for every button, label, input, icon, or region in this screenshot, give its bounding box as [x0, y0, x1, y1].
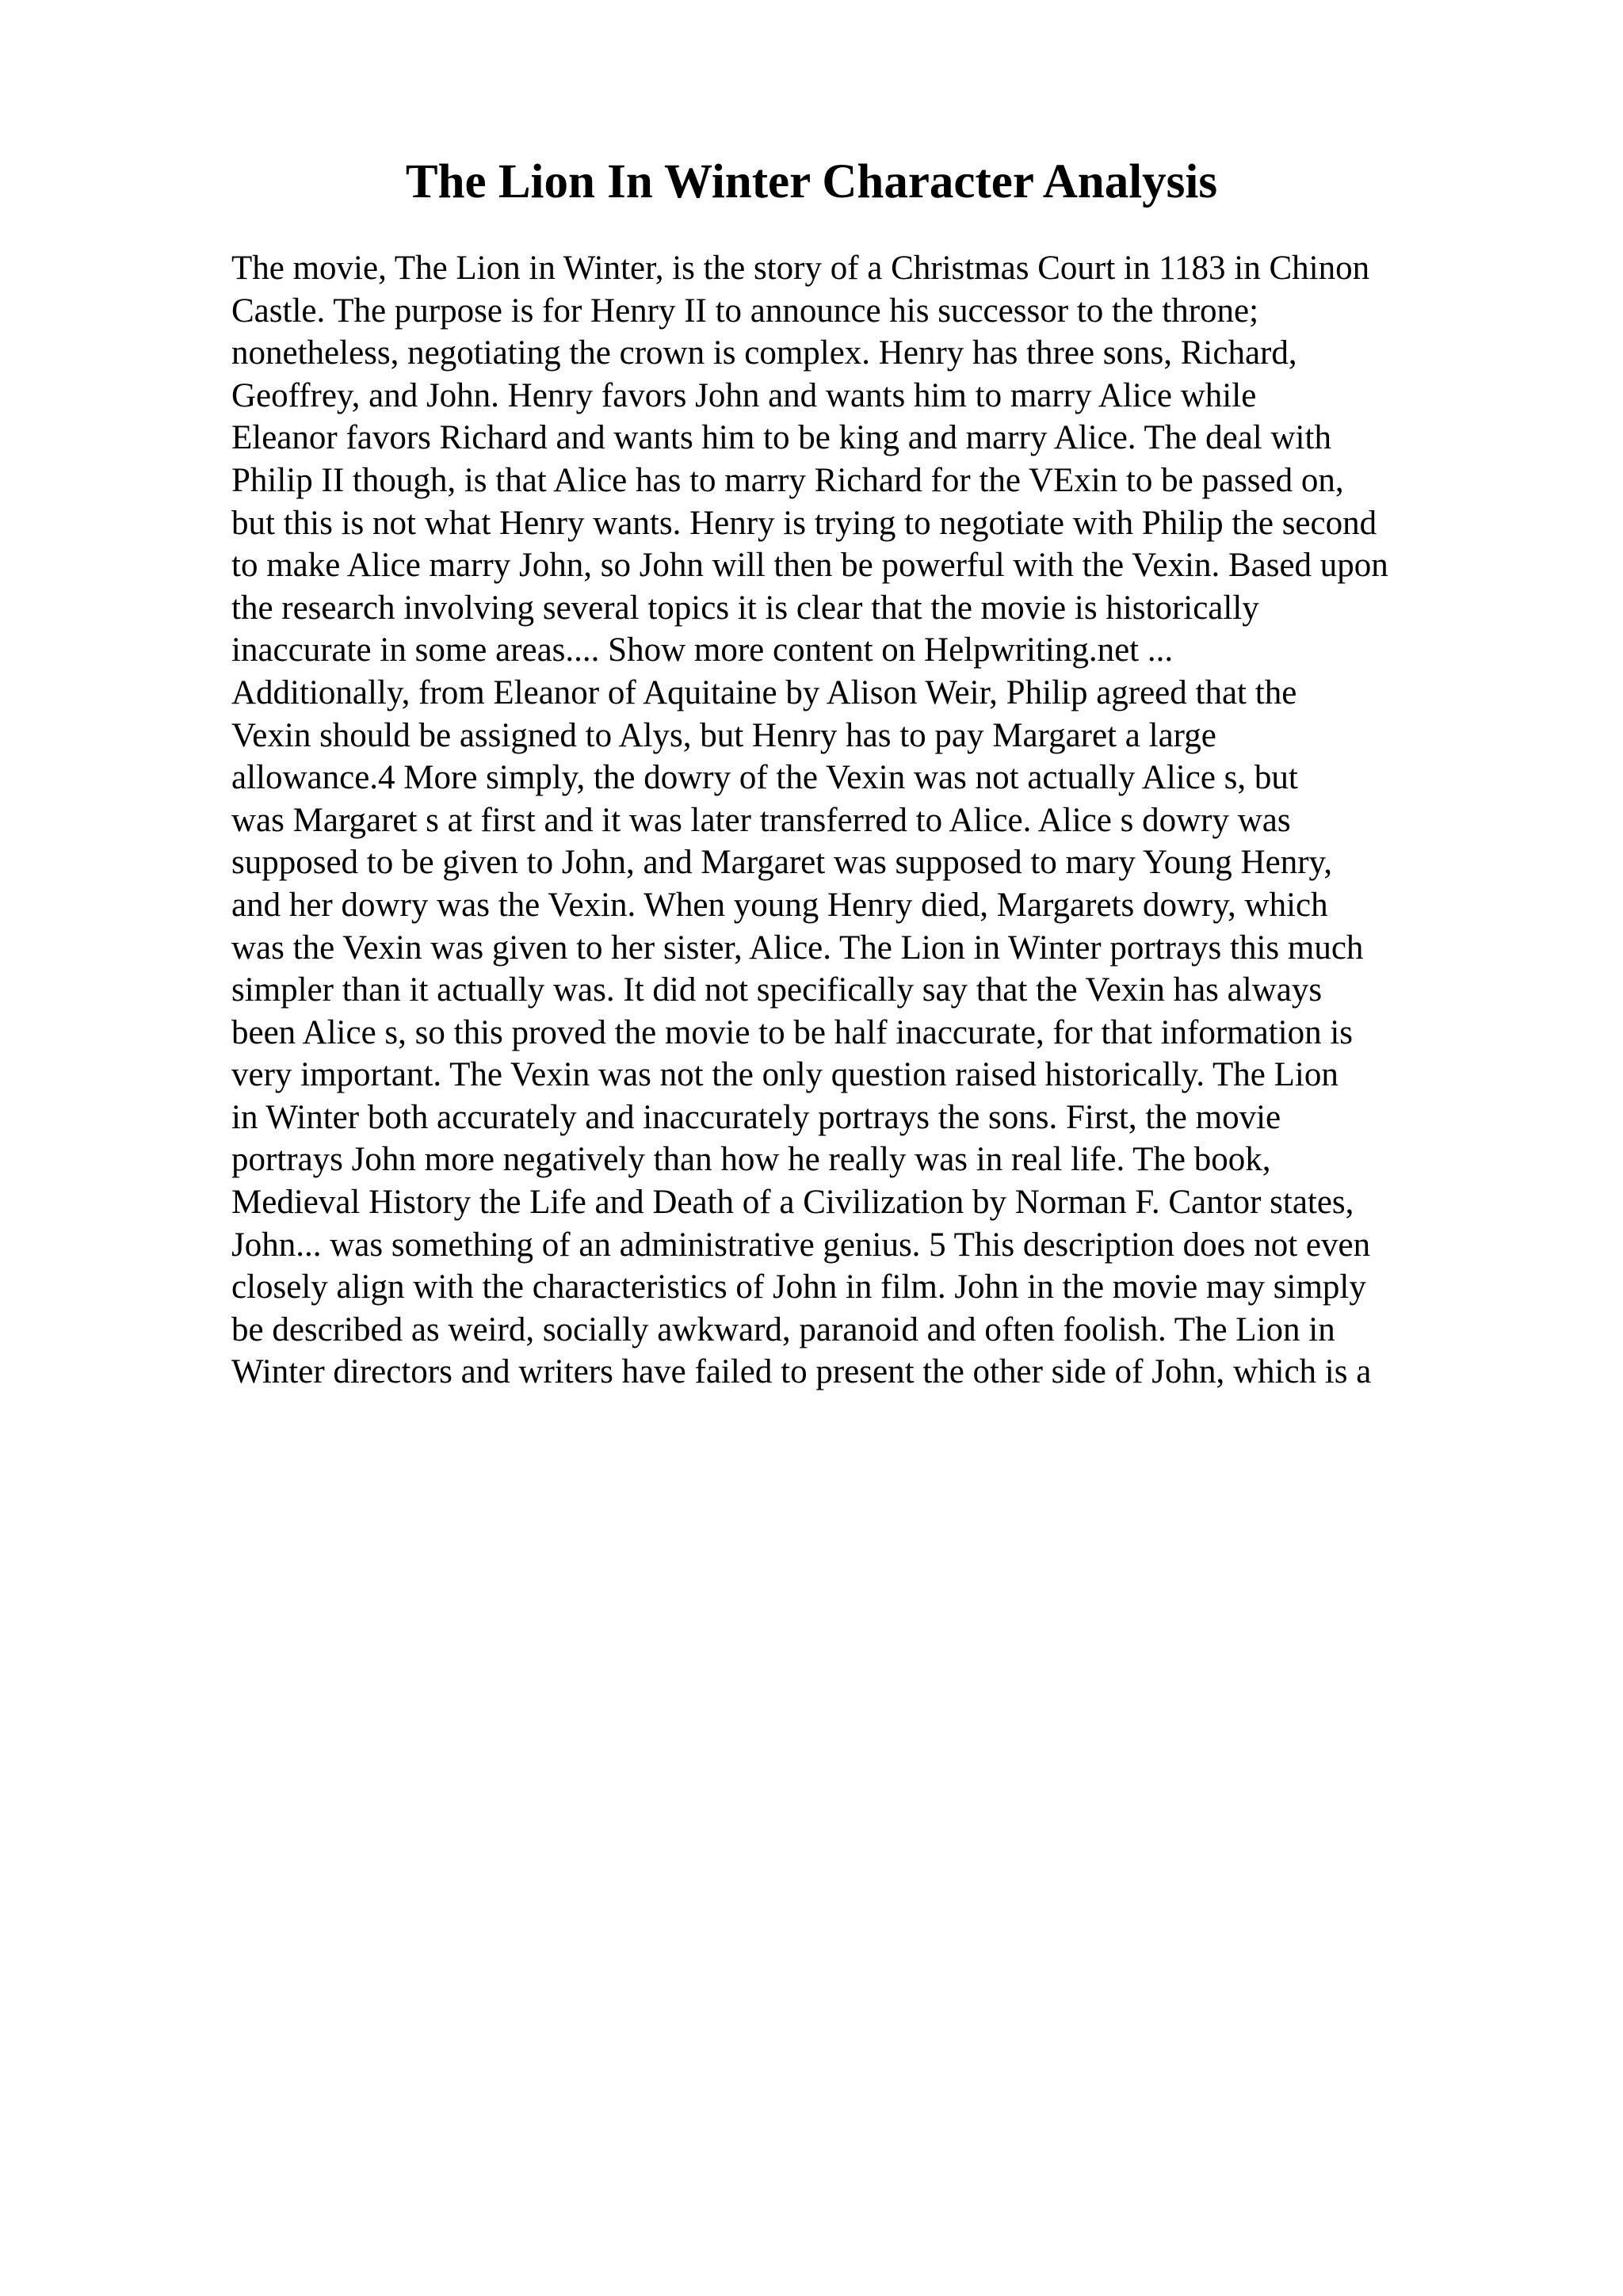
text-line: was Margaret s at first and it was later transferred to Alice. Alice s dowry was [231, 801, 1291, 839]
text-line: in Winter both accurately and inaccurately portrays the sons. First, the movie [231, 1098, 1281, 1136]
text-line: Medieval History the Life and Death of a Civilization by Norman F. Cantor states, [231, 1184, 1354, 1222]
text-line: portrays John more negatively than how he really was in real life. The book, [231, 1141, 1271, 1179]
text-line: Philip II though, is that Alice has to marry Richard for the VExin to be passed on, [231, 461, 1344, 499]
text-line: supposed to be given to John, and Margaret was supposed to mary Young Henry, [231, 844, 1332, 882]
text-line: Winter directors and writers have failed to present the other side of John, which is a [231, 1353, 1372, 1391]
text-line: John... was something of an administrative genius. 5 This description does not even [231, 1226, 1371, 1264]
text-line: inaccurate in some areas.... Show more content on Helpwriting.net ... [231, 631, 1174, 669]
body-text [231, 247, 1484, 1394]
text-line: Vexin should be assigned to Alys, but Henry has to pay Margaret a large [231, 716, 1216, 754]
text-line: simpler than it actually was. It did not specifically say that the Vexin has always [231, 971, 1323, 1009]
text-line: The movie, The Lion in Winter, is the story of a Christmas Court in 1183 in Chinon [231, 250, 1370, 287]
text-line: to make Alice marry John, so John will then be powerful with the Vexin. Based upon [231, 547, 1388, 585]
text-line: was the Vexin was given to her sister, Alice. The Lion in Winter portrays this much [231, 929, 1364, 967]
text-line: Additionally, from Eleanor of Aquitaine by Alison Weir, Philip agreed that the [231, 673, 1297, 711]
text-line: and her dowry was the Vexin. When young Henry died, Margarets dowry, which [231, 886, 1328, 924]
text-line: be described as weird, socially awkward, paranoid and often foolish. The Lion in [231, 1310, 1335, 1348]
text-line: the research involving several topics it is clear that the movie is historically [231, 589, 1259, 627]
text-line: Geoffrey, and John. Henry favors John and wants him to marry Alice while [231, 376, 1257, 414]
text-line: but this is not what Henry wants. Henry is trying to negotiate with Philip the second [231, 504, 1377, 542]
text-line: Eleanor favors Richard and wants him to be king and marry Alice. The deal with [231, 419, 1331, 457]
text-line: very important. The Vexin was not the only question raised historically. The Lion [231, 1056, 1338, 1094]
document-title: The Lion In Winter Character Analysis [405, 155, 1218, 208]
text-line: Castle. The purpose is for Henry II to announce his successor to the throne; [231, 292, 1259, 330]
text-line: allowance.4 More simply, the dowry of the Vexin was not actually Alice s, but [231, 759, 1298, 797]
text-line: closely align with the characteristics of John in film. John in the movie may simply [231, 1268, 1366, 1306]
text-line: nonetheless, negotiating the crown is complex. Henry has three sons, Richard, [231, 334, 1297, 372]
text-line: been Alice s, so this proved the movie to be half inaccurate, for that information is [231, 1013, 1354, 1051]
